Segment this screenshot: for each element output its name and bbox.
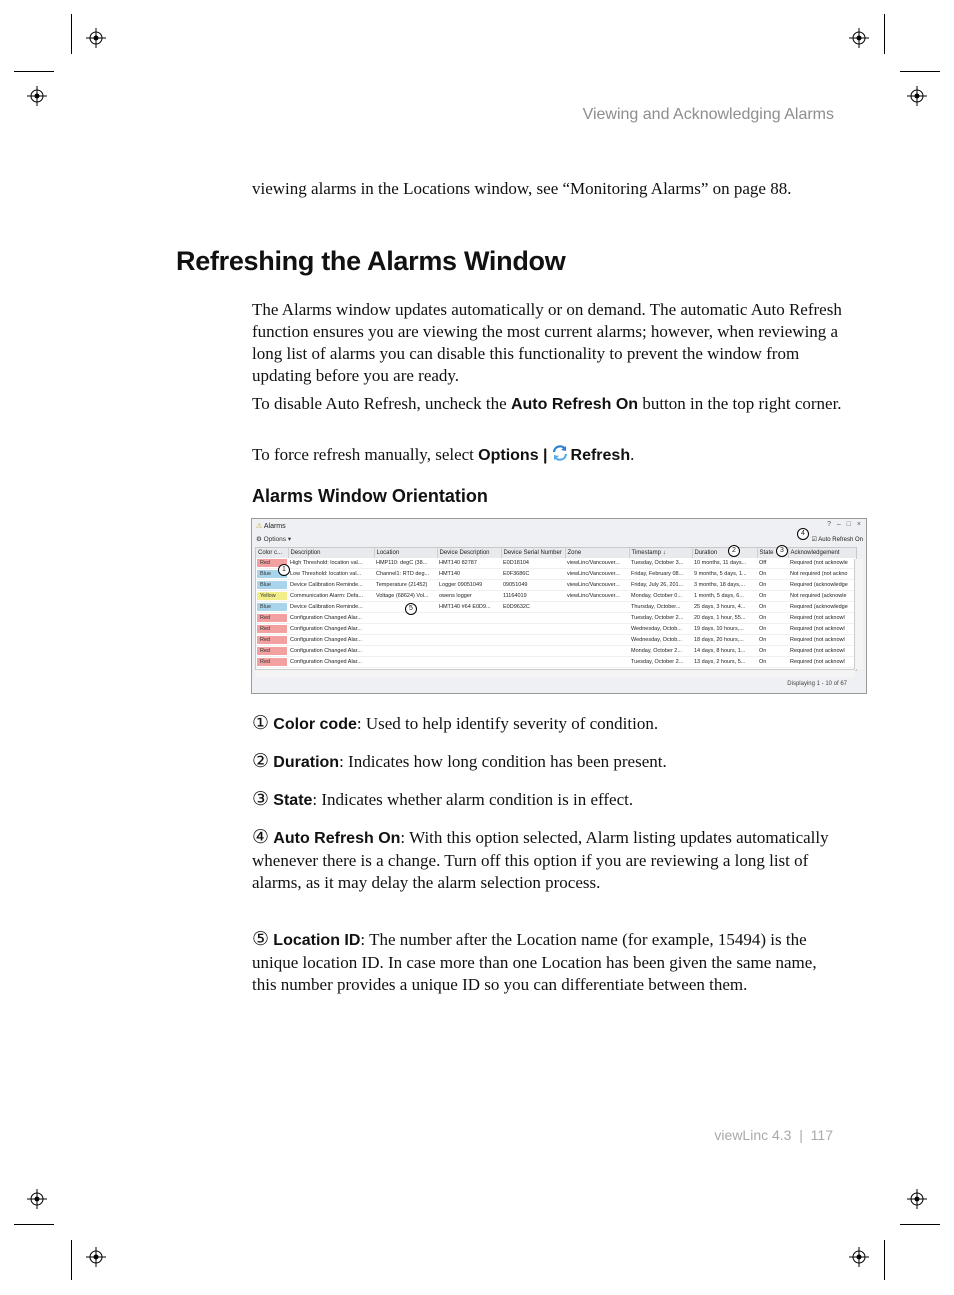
legend-text: : With this option selected, Alarm listing updates automatically whenever there is a change. Turn off this option if you are reviewing a long list of alarms, as it may delay the alarm selection process. (252, 828, 829, 892)
table-row[interactable] (256, 613, 856, 624)
gear-icon: ⚙ (256, 536, 262, 543)
table-cell (501, 635, 565, 646)
color-code-cell (256, 646, 288, 657)
table-cell: Configuration Changed Alar... (288, 646, 374, 657)
legend-term: Color code (273, 716, 357, 733)
running-head: Viewing and Acknowledging Alarms (582, 106, 834, 123)
table-cell (437, 635, 501, 646)
alarms-table (256, 548, 857, 668)
vertical-scrollbar[interactable] (854, 559, 863, 669)
table-cell: 09051049 (501, 580, 565, 591)
refresh-term: Refresh (570, 447, 631, 464)
legend-item-location-id (252, 928, 842, 996)
table-cell: Off (757, 558, 788, 569)
page-number: 117 (810, 1127, 833, 1143)
color-chip: Red (257, 658, 287, 666)
column-header[interactable]: Timestamp ↓ (629, 548, 692, 558)
table-cell (437, 613, 501, 624)
legend-text: : The number after the Location name (for example, 15494) is the unique location ID. In case more than one Location has been given the same name, this number provides a unique ID so you can differentiate between them. (252, 930, 817, 994)
table-cell (374, 657, 437, 668)
marker-3: ③ (252, 788, 270, 810)
legend-item-duration (252, 750, 842, 774)
text-run: . (630, 445, 635, 464)
table-cell: On (757, 569, 788, 580)
table-cell: 18 days, 20 hours,... (692, 635, 757, 646)
table-cell (374, 646, 437, 657)
window-title (256, 522, 286, 530)
table-cell: Required (acknowledge (788, 602, 856, 613)
color-chip: Blue (257, 581, 287, 589)
column-header[interactable]: Device Serial Number (501, 548, 565, 558)
column-header[interactable]: Acknowledgement (788, 548, 856, 558)
registration-mark-icon (849, 28, 869, 48)
legend-term: Duration (273, 754, 340, 771)
legend-item-color-code (252, 712, 842, 736)
table-cell (565, 646, 629, 657)
window-buttons[interactable]: ? – □ × (827, 521, 863, 528)
alarms-window-screenshot (251, 518, 867, 694)
options-menu[interactable] (256, 535, 291, 543)
color-code-cell (256, 657, 288, 668)
table-cell (565, 624, 629, 635)
table-cell (565, 657, 629, 668)
text-run: To force refresh manually, select (252, 445, 479, 464)
table-cell: On (757, 580, 788, 591)
table-row[interactable] (256, 558, 856, 569)
table-cell: Configuration Changed Alar... (288, 635, 374, 646)
registration-mark-icon (86, 1247, 106, 1267)
legend-text: : Used to help identify severity of condition. (356, 714, 659, 733)
table-cell: viewLinc/Vancouver... (565, 580, 629, 591)
table-cell: viewLinc/Vancouver... (565, 558, 629, 569)
table-cell: Configuration Changed Alar... (288, 657, 374, 668)
callout-1: 1 (278, 564, 290, 576)
color-chip: Red (257, 614, 287, 622)
marker-5: ⑤ (252, 928, 270, 950)
table-row[interactable] (256, 624, 856, 635)
table-cell: Wednesday, Octob... (629, 635, 692, 646)
legend-item-auto-refresh (252, 826, 842, 894)
table-row[interactable] (256, 657, 856, 668)
column-header[interactable]: State (757, 548, 788, 558)
table-cell (437, 646, 501, 657)
table-cell (565, 635, 629, 646)
table-cell: On (757, 613, 788, 624)
table-cell: Configuration Changed Alar... (288, 624, 374, 635)
table-cell: Required (not acknowl (788, 635, 856, 646)
options-term: Options | (478, 447, 548, 464)
color-code-cell (256, 591, 288, 602)
table-row[interactable] (256, 580, 856, 591)
legend-item-state (252, 788, 842, 812)
paragraph-auto-refresh: The Alarms window updates automatically or on demand. The automatic Auto Refresh function ensures you are viewing the most current alarms; however, when reviewing a long list of alarms you can disable this functionality to prevent the window from updating before you are ready. (252, 300, 842, 385)
table-cell: Voltage (68624) Vol... (374, 591, 437, 602)
text-run: button in the top right corner. (638, 394, 842, 413)
table-cell: HMT140 82787 (437, 558, 501, 569)
color-code-cell (256, 613, 288, 624)
column-header[interactable]: Description (288, 548, 374, 558)
callout-3: 3 (776, 545, 788, 557)
color-code-cell (256, 580, 288, 591)
table-cell: Friday, July 26, 201... (629, 580, 692, 591)
color-chip: Red (257, 625, 287, 633)
intro-paragraph: viewing alarms in the Locations window, see “Monitoring Alarms” on page 88. (252, 179, 792, 198)
table-cell: HMT140 #64 E0D9... (437, 602, 501, 613)
table-cell: On (757, 624, 788, 635)
table-cell: 3 months, 18 days,... (692, 580, 757, 591)
status-bar (255, 679, 855, 691)
color-chip: Red (257, 636, 287, 644)
table-cell (437, 657, 501, 668)
legend-term: State (273, 792, 313, 809)
table-cell: Logger 09051049 (437, 580, 501, 591)
table-cell: Thursday, October... (629, 602, 692, 613)
horizontal-scrollbar[interactable] (255, 669, 855, 677)
callout-5: 5 (405, 603, 417, 615)
table-cell: owens logger (437, 591, 501, 602)
table-cell: 25 days, 3 hours, 4... (692, 602, 757, 613)
table-cell: HMT140 (437, 569, 501, 580)
alarms-grid (255, 547, 857, 671)
table-cell: E0D9632C (501, 602, 565, 613)
registration-mark-icon (907, 86, 927, 106)
table-cell: Required (not acknowl (788, 657, 856, 668)
column-header[interactable]: Color c... (256, 548, 288, 558)
table-cell: 20 days, 1 hour, 55... (692, 613, 757, 624)
table-cell: Required (not acknowle (788, 558, 856, 569)
table-cell (565, 602, 629, 613)
callout-2: 2 (728, 545, 740, 557)
table-cell: Monday, October 0... (629, 591, 692, 602)
footer-product: viewLinc 4.3 (714, 1127, 792, 1143)
registration-mark-icon (86, 28, 106, 48)
table-cell: 19 days, 10 hours,... (692, 624, 757, 635)
table-cell: Required (not acknowl (788, 646, 856, 657)
table-cell: Device Calibration Reminde... (288, 580, 374, 591)
marker-2: ② (252, 750, 270, 772)
registration-mark-icon (849, 1247, 869, 1267)
table-cell: Not required (not ackno (788, 569, 856, 580)
column-header[interactable]: Location (374, 548, 437, 558)
table-cell: Tuesday, October 2... (629, 657, 692, 668)
table-cell: HMP110: degC (38... (374, 558, 437, 569)
table-row[interactable] (256, 602, 856, 613)
registration-mark-icon (907, 1189, 927, 1209)
color-code-cell (256, 602, 288, 613)
legend-text: : Indicates how long condition has been present. (339, 752, 667, 771)
section-title: Refreshing the Alarms Window (176, 246, 566, 276)
color-code-cell (256, 635, 288, 646)
table-cell (501, 646, 565, 657)
auto-refresh-term: Auto Refresh On (510, 396, 639, 413)
table-cell: Tuesday, October 3... (629, 558, 692, 569)
callout-4: 4 (797, 528, 809, 540)
table-cell: 1 month, 5 days, 6... (692, 591, 757, 602)
table-cell: 11164019 (501, 591, 565, 602)
table-cell (565, 613, 629, 624)
table-cell: 13 days, 2 hours, 5... (692, 657, 757, 668)
auto-refresh-label: Auto Refresh On (818, 537, 863, 543)
table-cell: Required (acknowledge (788, 580, 856, 591)
text-run: To disable Auto Refresh, uncheck the (252, 394, 511, 413)
table-row[interactable] (256, 569, 856, 580)
table-cell: Friday, February 08... (629, 569, 692, 580)
table-cell: On (757, 635, 788, 646)
table-cell: viewLinc/Vancouver... (565, 591, 629, 602)
marker-4: ④ (252, 826, 270, 848)
checkbox-icon: ☑ (811, 537, 817, 543)
table-cell: 10 months, 11 days... (692, 558, 757, 569)
column-header[interactable]: Zone (565, 548, 629, 558)
table-cell: Monday, October 2... (629, 646, 692, 657)
page-footer (640, 1127, 833, 1143)
table-cell: viewLinc/Vancouver... (565, 569, 629, 580)
paragraph-disable (252, 393, 842, 416)
table-cell (501, 613, 565, 624)
table-row[interactable] (256, 635, 856, 646)
column-header[interactable]: Device Description (437, 548, 501, 558)
color-chip: Blue (257, 570, 287, 578)
table-cell: Required (not acknowl (788, 624, 856, 635)
table-cell: Configuration Changed Alar... (288, 613, 374, 624)
table-cell (501, 624, 565, 635)
table-cell: Communication Alarm: Defa... (288, 591, 374, 602)
color-chip: Blue (257, 603, 287, 611)
refresh-icon (551, 445, 569, 461)
table-cell: On (757, 591, 788, 602)
options-label: Options ▾ (263, 536, 292, 543)
table-cell: E0F3686C (501, 569, 565, 580)
table-cell: E0D18104 (501, 558, 565, 569)
table-cell: Temperature (21452) (374, 580, 437, 591)
table-cell: High Threshold: location val... (288, 558, 374, 569)
legend-term: Location ID (273, 932, 361, 949)
window-title-text: Alarms (263, 523, 286, 530)
table-cell: Device Calibration Reminde... (288, 602, 374, 613)
color-chip: Red (257, 559, 287, 567)
table-cell: On (757, 602, 788, 613)
table-cell: Not required (acknowle (788, 591, 856, 602)
pager-text: Displaying 1 - 10 of 67 (787, 681, 847, 687)
color-code-cell (256, 624, 288, 635)
color-chip: Red (257, 647, 287, 655)
table-cell: 9 months, 5 days, 1... (692, 569, 757, 580)
marker-1: ① (252, 712, 270, 734)
table-cell: Wednesday, Octob... (629, 624, 692, 635)
paragraph-force-refresh (252, 444, 842, 467)
table-cell (374, 613, 437, 624)
table-cell: 14 days, 8 hours, 1... (692, 646, 757, 657)
table-cell: Channel1: RTD deg... (374, 569, 437, 580)
registration-mark-icon (27, 86, 47, 106)
column-header[interactable]: Duration (692, 548, 757, 558)
table-cell: On (757, 646, 788, 657)
table-row[interactable] (256, 591, 856, 602)
table-cell (374, 635, 437, 646)
color-chip: Yellow (257, 592, 287, 600)
footer-separator: | (799, 1127, 803, 1143)
registration-mark-icon (27, 1189, 47, 1209)
table-cell: Required (not acknowl (788, 613, 856, 624)
legend-term: Auto Refresh On (273, 830, 401, 847)
table-cell (374, 624, 437, 635)
table-row[interactable] (256, 646, 856, 657)
table-cell (501, 657, 565, 668)
table-cell: Tuesday, October 2... (629, 613, 692, 624)
table-cell: Low Threshold: location val... (288, 569, 374, 580)
table-cell (437, 624, 501, 635)
legend-text: : Indicates whether alarm condition is in effect. (312, 790, 634, 809)
auto-refresh-checkbox[interactable] (812, 536, 863, 543)
subsection-title: Alarms Window Orientation (252, 486, 488, 506)
warning-icon: ⚠ (256, 523, 263, 530)
table-cell: On (757, 657, 788, 668)
